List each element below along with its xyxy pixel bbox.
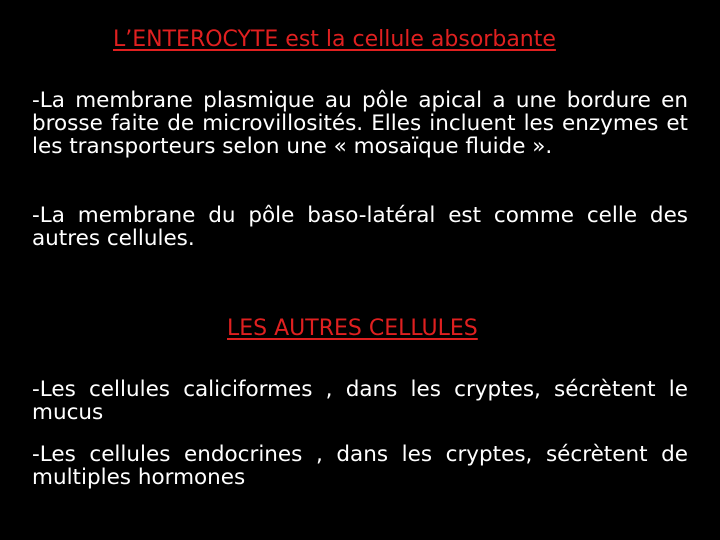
paragraph-apical-membrane: -La membrane plasmique au pôle apical a une bordure en brosse faite de microvillosités. Elles incluent les enzymes et les transporteurs selon une « mosaïque fluide ». [32,88,688,159]
paragraph-goblet-cells: -Les cellules caliciformes , dans les cryptes, sécrètent le mucus [32,377,688,425]
section-title-other-cells: LES AUTRES CELLULES [227,316,478,341]
section-title-enterocyte: L’ENTEROCYTE est la cellule absorbante [113,27,556,52]
paragraph-endocrine-cells: -Les cellules endocrines , dans les cryptes, sécrètent de multiples hormones [32,442,688,490]
paragraph-basolateral-membrane: -La membrane du pôle baso-latéral est comme celle des autres cellules. [32,203,688,251]
